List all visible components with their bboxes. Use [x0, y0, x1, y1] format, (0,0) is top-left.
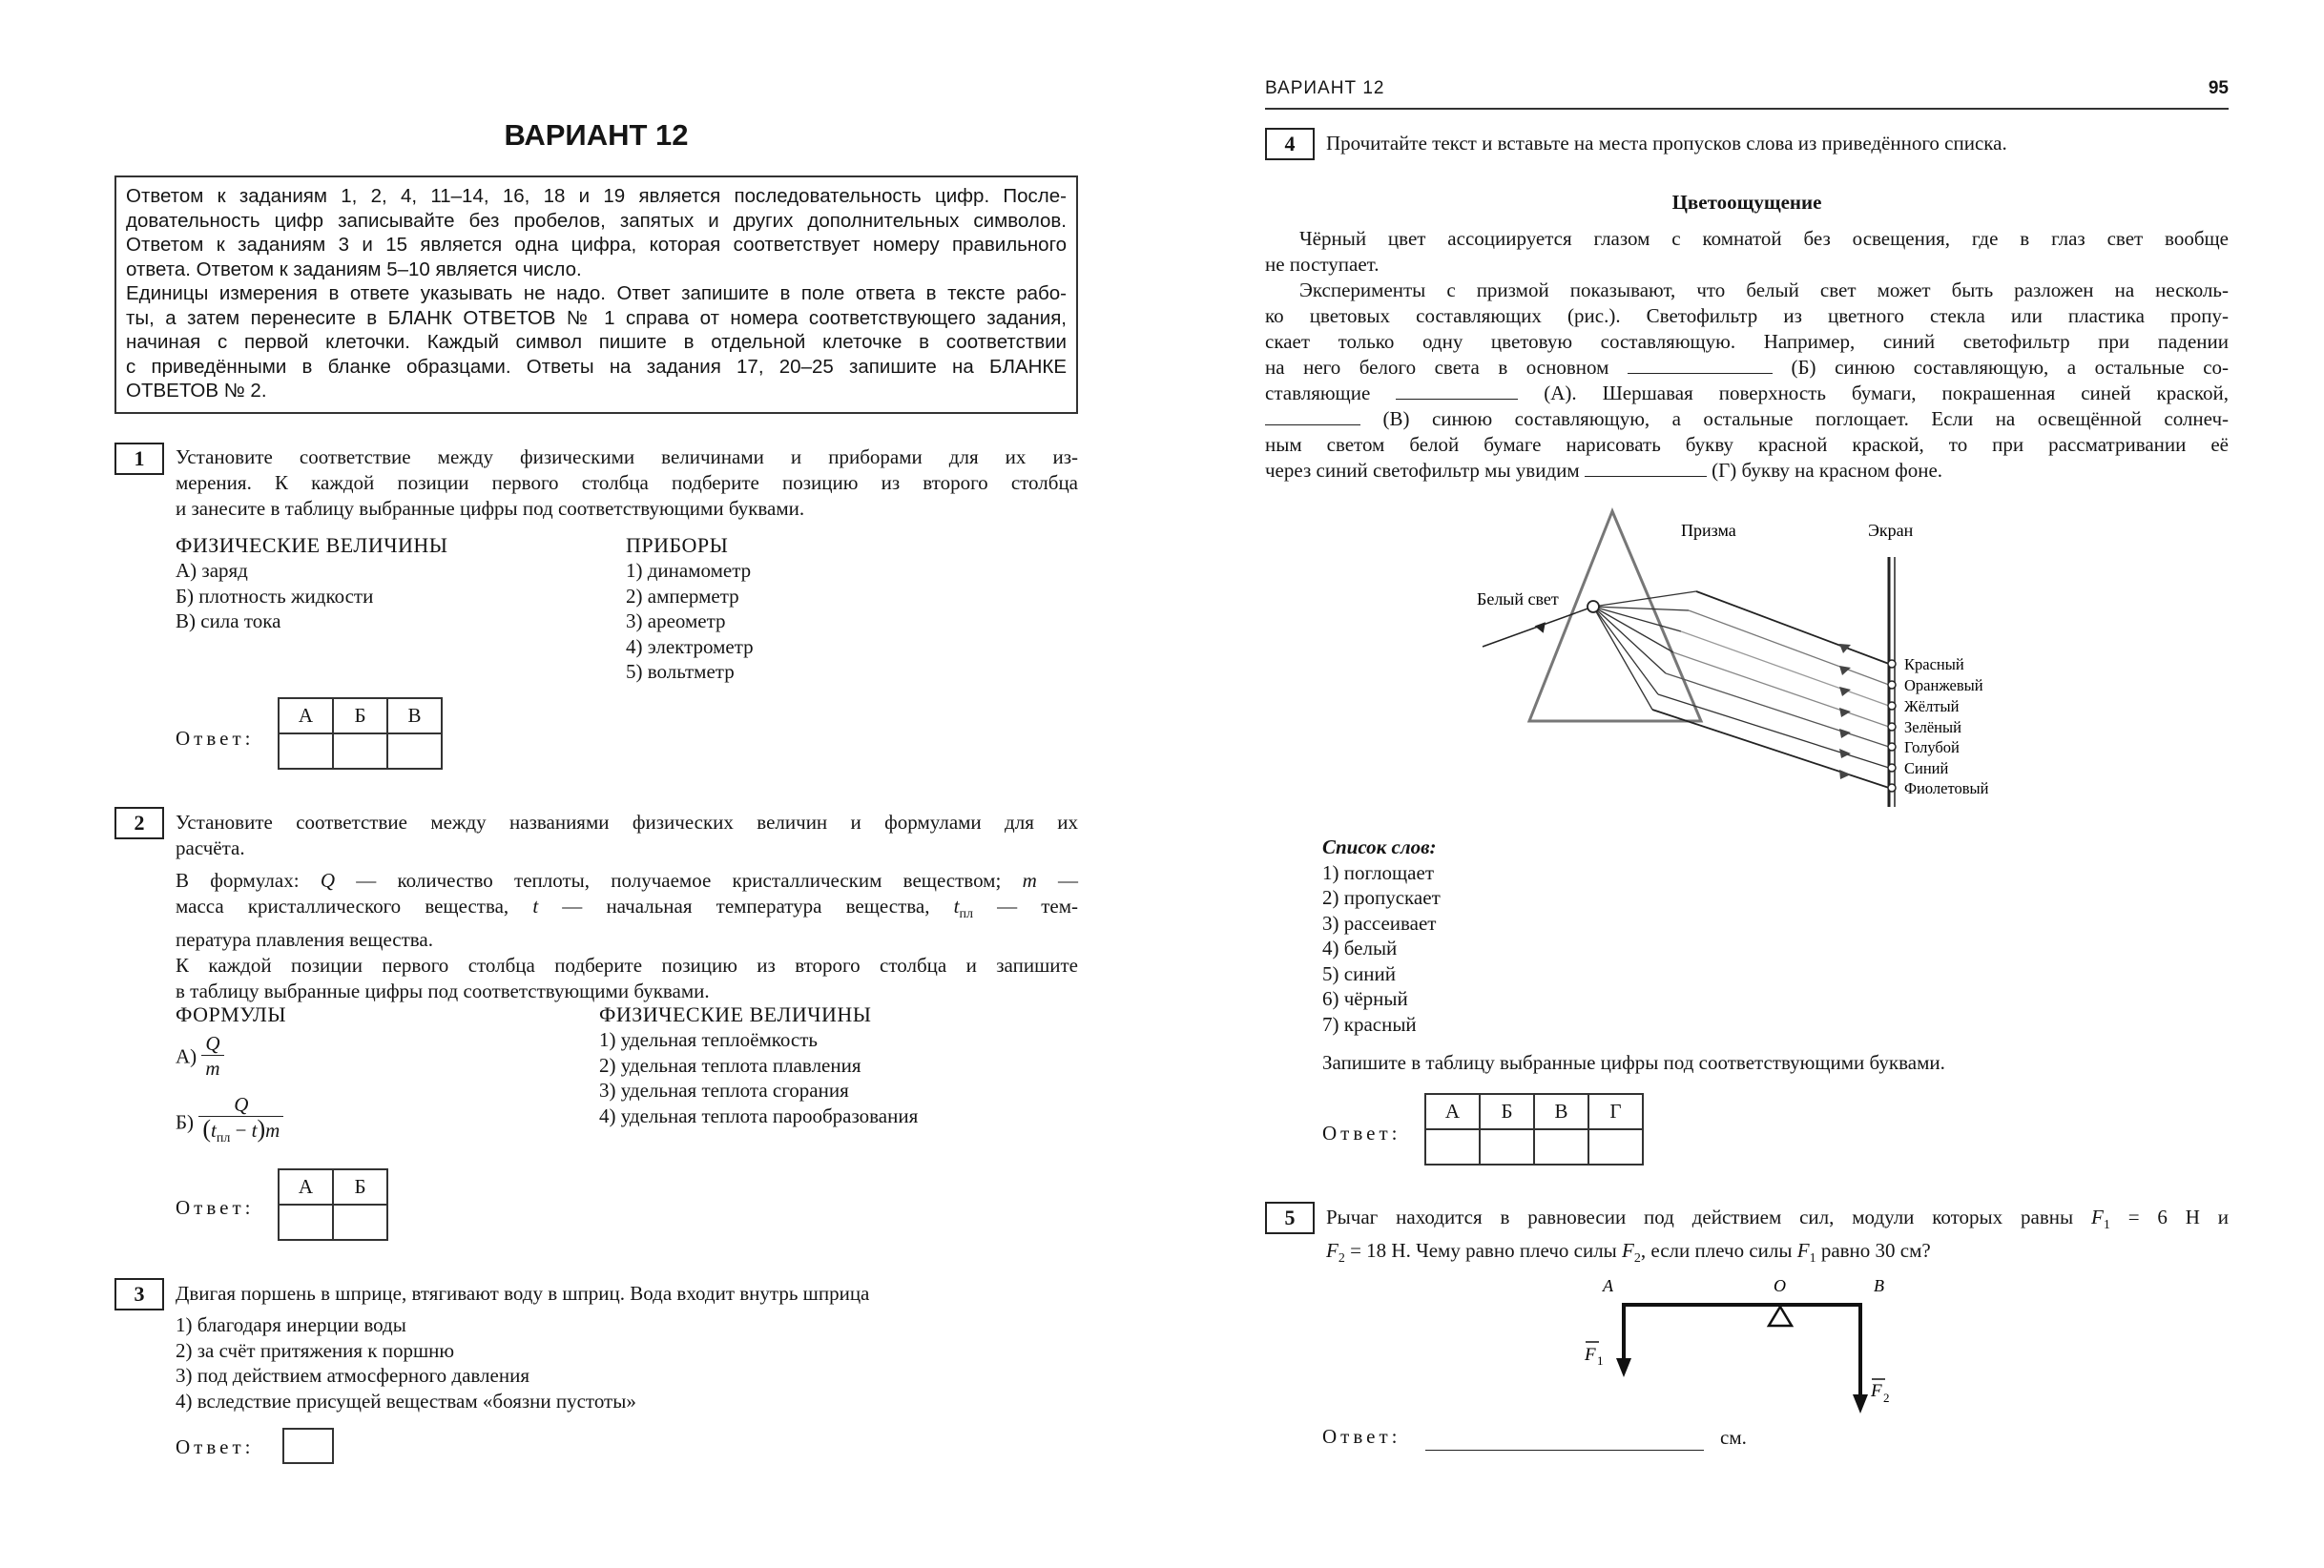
option-item: 4) вследствие присущей веществам «боязни пустоты» [176, 1389, 636, 1413]
answer-table-header: А [279, 698, 333, 733]
task-1-line: и занесите в таблицу выбранные цифры под соответствующими буквами. [176, 497, 805, 520]
word-item: 2) пропускает [1322, 886, 1441, 909]
text-fragment: Рычаг находится в равновесии под действием сил, модули которых равны [1326, 1206, 2074, 1228]
text-fragment: (А). Шершавая поверхность бумаги, покрашенная синей краской, [1544, 382, 2230, 404]
white-light-label: Белый свет [1477, 589, 1559, 609]
fraction-q-over-m [201, 1032, 223, 1081]
column-heading: ПРИБОРЫ [626, 533, 729, 557]
option-item: 1) благодаря инерции воды [176, 1313, 406, 1336]
task-1-line: Установите соответствие между физическими величинами и приборами для их из- [176, 445, 1078, 468]
text-fragment: , если плечо силы [1640, 1239, 1793, 1263]
force-f2-subscript: 2 [1883, 1391, 1890, 1405]
formula-option-b [176, 1093, 283, 1151]
subscript-pl: пл [959, 907, 973, 922]
color-label-yellow: Жёлтый [1904, 697, 1960, 715]
prism-triangle [1529, 511, 1701, 721]
force-f2-arrow [1853, 1394, 1868, 1413]
option-item: Б) плотность жидкости [176, 584, 374, 608]
passage-line [1265, 381, 2229, 406]
force-f2-label: F [1871, 1381, 1882, 1401]
answer-table-header: Б [333, 698, 387, 733]
passage-line: Чёрный цвет ассоциируется глазом с комнатой без освещения, где в глаз свет вообще [1299, 227, 2229, 250]
denominator: $(t_{пл} - t)m$ [198, 1116, 283, 1151]
text-fragment: = 18 Н. Чему равно плечо силы [1350, 1239, 1617, 1263]
numerator: Q [234, 1093, 249, 1116]
passage-line [1265, 458, 2229, 484]
task-1-number: 1 [114, 443, 164, 475]
task-1-answer-table [278, 697, 443, 770]
task-2-text [176, 810, 1078, 861]
task-5-text [1326, 1205, 2229, 1271]
unit-label: см. [1720, 1426, 1747, 1449]
task-1-line: мерения. К каждой позиции первого столбца подберите позицию из второго столбца [176, 471, 1078, 494]
fraction-q-over-dt-m [198, 1093, 283, 1151]
subscript: 1 [2103, 1218, 2110, 1233]
task-2-notes-line: пература плавления вещества. [176, 928, 434, 952]
prism-figure [1469, 496, 2042, 820]
text-fragment: (Б) синюю составляющую, а остальные со- [1791, 356, 2230, 379]
instructions-line: Ответом к заданиям 1, 2, 4, 11–14, 16, 18 и 19 является последовательность цифр. После- [126, 185, 1067, 207]
instructions-line: довательность цифр записывайте без пробелов, запятых и других дополнительных символов. [126, 209, 1067, 232]
text-fragment: — [1036, 869, 1078, 892]
write-instruction: Запишите в таблицу выбранные цифры под соответствующими буквами. [1322, 1051, 1945, 1074]
text-fragment: — количество теплоты, получаемое кристаллическим веществом; [335, 869, 1023, 892]
task-3-number: 3 [114, 1278, 164, 1310]
option-item: 3) ареометр [626, 609, 726, 632]
symbol-f2: F [1326, 1239, 1338, 1263]
symbol-m: m [1022, 869, 1037, 892]
symbol-f2: F [1622, 1239, 1634, 1263]
task-5-line [1326, 1205, 2229, 1238]
task-2-formula-notes [176, 868, 1078, 1004]
word-item: 5) синий [1322, 961, 1397, 985]
variant-title: ВАРИАНТ 12 [504, 118, 689, 152]
task-5-number: 5 [1265, 1202, 1315, 1234]
passage-line [1265, 406, 2229, 432]
task-4-answer-table [1424, 1093, 1644, 1166]
option-item: В) сила тока [176, 609, 281, 632]
option-item: 2) амперметр [626, 584, 739, 608]
option-item: 4) электрометр [626, 634, 754, 658]
text-fragment: равно 30 см? [1820, 1239, 1931, 1263]
task-4-passage [1265, 226, 2229, 484]
word-list-title: Список слов: [1322, 836, 1437, 858]
header-rule [1265, 108, 2229, 110]
symbol-f1: F [2090, 1206, 2104, 1228]
option-item: 5) вольтметр [626, 660, 735, 683]
answer-cell[interactable] [333, 733, 387, 769]
instructions-line: ты, а затем перенесите в БЛАНК ОТВЕТОВ № 1 справа от номера соответствующего задания, [126, 306, 1067, 329]
instructions-line: Ответом к заданиям 3 и 15 является одна цифра, которая соответствует номеру правильного [126, 234, 1067, 256]
point-a-label: A [1603, 1276, 1613, 1295]
column-heading: ФОРМУЛЫ [176, 1002, 287, 1026]
task-2-notes-line [176, 894, 1078, 927]
option-letter: А) [176, 1044, 197, 1068]
answer-table-header: В [1534, 1094, 1588, 1129]
text-fragment: ставляющие [1265, 382, 1371, 404]
subscript: 2 [1338, 1251, 1345, 1267]
task-2-number: 2 [114, 807, 164, 839]
instructions-line: ответа. Ответом к заданиям 5–10 является число. [126, 258, 582, 280]
running-title: ВАРИАНТ 12 [1265, 78, 1385, 98]
instructions-line: начиная с первой клеточки. Каждый символ пишите в отдельной клеточке в соответствии [126, 331, 1067, 353]
lever-figure [1574, 1269, 1927, 1421]
task-3-answer-box[interactable] [282, 1428, 334, 1464]
option-item: 3) удельная теплота сгорания [599, 1079, 849, 1102]
text-fragment: (Г) букву на красном фоне. [1712, 459, 1943, 482]
screen-label: Экран [1868, 521, 1914, 540]
blank-b[interactable] [1628, 355, 1773, 374]
option-item: 1) динамометр [626, 559, 752, 582]
text-fragment: через синий светофильтр мы увидим [1265, 459, 1580, 482]
passage-line: ным светом белой бумаге нарисовать букву красной краской, то при рассматривании её [1265, 433, 2229, 456]
point-o-label: O [1774, 1276, 1786, 1295]
task-3-text: Двигая поршень в шприце, втягивают воду в шприц. Вода входит внутрь шприца [176, 1282, 870, 1305]
symbol-f1: F [1796, 1239, 1810, 1263]
option-letter: Б) [176, 1110, 195, 1134]
option-item: 3) под действием атмосферного давления [176, 1364, 529, 1387]
passage-line: не поступает. [1265, 253, 1380, 276]
answer-cell[interactable] [333, 1205, 387, 1240]
answer-cell[interactable] [1480, 1129, 1534, 1165]
blank-a[interactable] [1396, 381, 1518, 400]
text-fragment: масса кристаллического вещества, [176, 895, 533, 918]
symbol-m: m [265, 1119, 280, 1142]
point-b-label: B [1874, 1276, 1884, 1295]
task-2-column-quantities [599, 1001, 1038, 1128]
symbol-t: t [210, 1119, 217, 1142]
option-item: А) заряд [176, 559, 248, 582]
answer-label: Ответ: [1322, 1425, 1401, 1448]
fulcrum [1769, 1307, 1792, 1326]
subscript: 1 [1809, 1251, 1816, 1267]
answer-table-header: А [1425, 1094, 1480, 1129]
answer-label: Ответ: [176, 1435, 255, 1458]
option-item: 2) удельная теплота плавления [599, 1053, 861, 1077]
task-2-line: расчёта. [176, 836, 245, 859]
text-fragment: В формулах: [176, 869, 321, 892]
answer-cell[interactable] [1425, 1129, 1480, 1165]
answer-cell[interactable] [279, 1205, 333, 1240]
prism-label: Призма [1681, 521, 1736, 540]
subscript-pl: пл [216, 1131, 231, 1146]
instructions-box [114, 175, 1078, 414]
text-heading: Цветоощущение [1671, 191, 1822, 214]
word-item: 3) рассеивает [1322, 911, 1437, 935]
symbol-t: t [532, 895, 539, 918]
answer-table-header: Г [1588, 1094, 1643, 1129]
text-fragment: — начальная температура вещества, [538, 895, 954, 918]
text-fragment: на него белого света в основном [1265, 356, 1609, 379]
instructions-line: с приведёнными в бланке образцами. Ответы на задания 17, 20–25 запишите на БЛАНКЕ [126, 355, 1067, 378]
answer-cell[interactable] [279, 733, 333, 769]
subscript: 2 [1633, 1251, 1641, 1267]
instructions-line: ОТВЕТОВ № 2. [126, 380, 267, 402]
blank-g[interactable] [1585, 458, 1707, 477]
task-1-column-instruments [626, 532, 1027, 685]
color-label-red: Красный [1904, 655, 1964, 673]
answer-label: Ответ: [1322, 1122, 1401, 1145]
task-2-notes-line: К каждой позиции первого столбца подберите позицию из второго столбца и запишите [176, 954, 1078, 978]
answer-table-header: Б [1480, 1094, 1534, 1129]
passage-line: ко цветовых составляющих (рис.). Светофильтр из цветного стекла или пластика пропу- [1265, 304, 2229, 327]
task-5-answer-field[interactable] [1425, 1428, 1704, 1451]
word-item: 4) белый [1322, 937, 1398, 959]
symbol-q: Q [320, 869, 335, 892]
word-item: 1) поглощает [1322, 860, 1434, 884]
symbol-t-melting: t [953, 895, 960, 918]
passage-line: скает только одну цветовую составляющую. Например, синий светофильтр при падении [1265, 330, 2229, 353]
text-fragment: — тем- [972, 895, 1079, 918]
color-label-blue: Синий [1904, 759, 1949, 777]
passage-line: Эксперименты с призмой показывают, что белый свет может быть разложен на несколь- [1299, 279, 2229, 301]
task-2-notes-line: в таблицу выбранные цифры под соответствующими буквами. [176, 980, 710, 1003]
answer-label: Ответ: [176, 727, 255, 750]
denominator: m [201, 1055, 223, 1081]
task-1-column-quantities [176, 532, 576, 634]
ray-arrows [1839, 644, 1851, 779]
word-item: 7) красный [1322, 1012, 1417, 1036]
task-4-number: 4 [1265, 128, 1315, 160]
symbol-t: t [251, 1119, 258, 1142]
task-5-line [1326, 1238, 2229, 1271]
task-3-options [176, 1312, 1034, 1413]
entry-point [1587, 601, 1599, 612]
force-f1-label: F [1585, 1345, 1596, 1365]
task-2-answer-table [278, 1168, 388, 1241]
formula-option-a [176, 1032, 224, 1081]
task-2-notes-line [176, 868, 1078, 894]
page-number: 95 [2208, 78, 2229, 98]
answer-table-header: Б [333, 1169, 387, 1205]
column-heading: ФИЗИЧЕСКИЕ ВЕЛИЧИНЫ [599, 1002, 872, 1026]
task-1-text [176, 444, 1078, 522]
answer-table-header: В [387, 698, 442, 733]
option-item: 2) за счёт притяжения к поршню [176, 1338, 455, 1362]
answer-cell[interactable] [1534, 1129, 1588, 1165]
answer-cell[interactable] [1588, 1129, 1643, 1165]
color-label-violet: Фиолетовый [1904, 779, 1989, 797]
option-item: 4) удельная теплота парообразования [599, 1104, 919, 1127]
text-fragment: = 6 Н и [2127, 1206, 2230, 1228]
answer-cell[interactable] [387, 733, 442, 769]
color-label-orange: Оранжевый [1904, 676, 1983, 694]
force-f1-subscript: 1 [1597, 1353, 1604, 1368]
answer-label: Ответ: [176, 1196, 255, 1219]
force-f1-arrow [1616, 1358, 1631, 1377]
task-4-intro: Прочитайте текст и вставьте на места пропусков слова из приведённого списка. [1326, 132, 2007, 155]
answer-table-header: А [279, 1169, 333, 1205]
word-item: 6) чёрный [1322, 987, 1408, 1010]
task-2-line: Установите соответствие между названиями физических величин и формулами для их [176, 811, 1078, 834]
blank-v[interactable] [1265, 406, 1360, 425]
column-heading: ФИЗИЧЕСКИЕ ВЕЛИЧИНЫ [176, 533, 448, 557]
word-list [1322, 835, 1799, 1037]
passage-line [1265, 355, 2229, 381]
instructions-line: Единицы измерения в ответе указывать не надо. Ответ запишите в поле ответа в тексте рабо- [126, 282, 1067, 304]
option-item: 1) удельная теплоёмкость [599, 1028, 819, 1051]
color-label-cyan: Голубой [1904, 738, 1960, 756]
text-fragment: (В) синюю составляющую, а остальные поглощает. Если на освещённой солнеч- [1382, 407, 2230, 430]
color-label-green: Зелёный [1904, 718, 1961, 736]
numerator: Q [205, 1032, 220, 1055]
